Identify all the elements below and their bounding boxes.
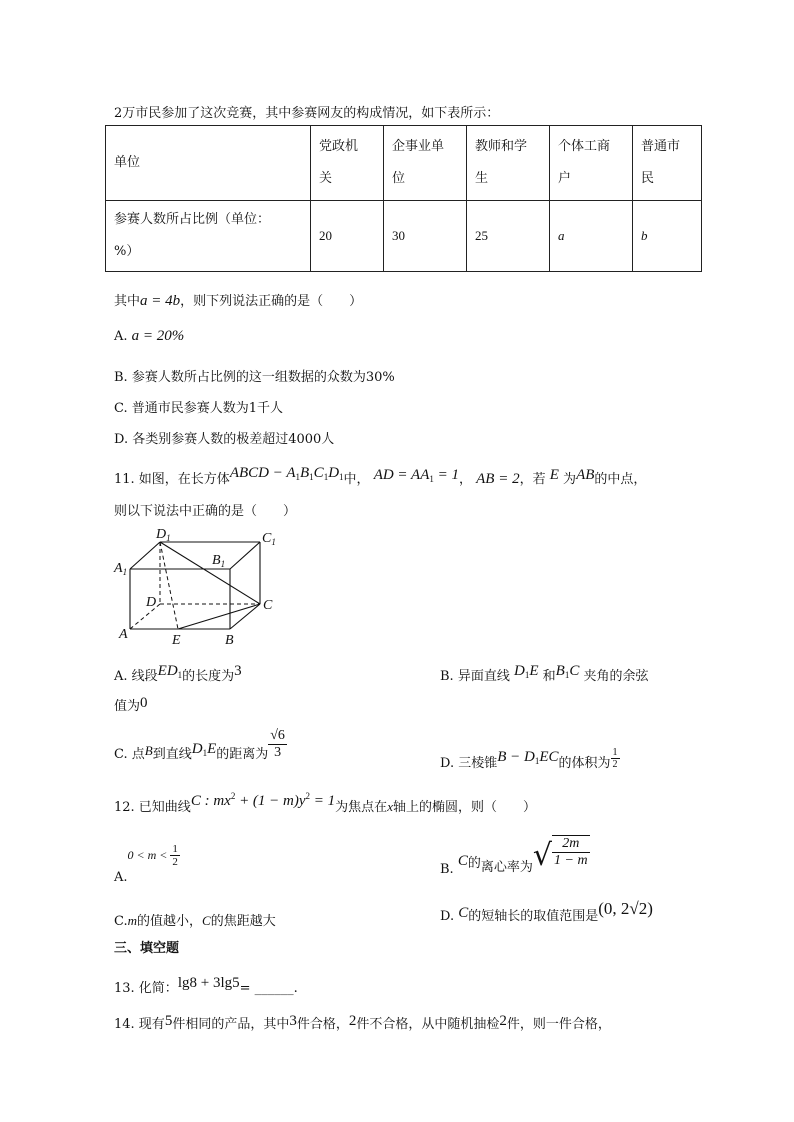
table-cell: 25 — [467, 201, 550, 272]
q14: 14. 现有5件相同的产品，其中3件合格，2件不合格，从中随机抽检2件，则一件合格， — [114, 1013, 611, 1032]
q11-option-a-cont: 值为0 — [114, 695, 148, 714]
intro-text: 2万市民参加了这次竞赛，其中参赛网友的构成情况，如下表所示： — [114, 106, 500, 121]
label-c: C — [263, 598, 273, 613]
q12-option-b: B. C的离心率为√ $\frac{2m}{1 - m}$ — [440, 835, 588, 877]
table-header-cell: 党政机 关 — [311, 126, 384, 201]
table-cell: b — [633, 201, 702, 272]
edge-bc — [230, 604, 260, 629]
edge-a1d1 — [130, 542, 160, 569]
label-d: D — [146, 595, 157, 610]
segment-d1e — [160, 542, 178, 629]
label-e: E — [172, 633, 181, 648]
q10-option-b: B. 参赛人数所占比例的这一组数据的众数为30% — [114, 370, 395, 385]
q10-option-c: C. 普通市民参赛人数为1千人 — [114, 401, 284, 416]
q10-option-d: D. 各类别参赛人数的极差超过4000人 — [114, 432, 335, 447]
table-cell: 30 — [384, 201, 467, 272]
label-c1: $C_1$ — [262, 531, 276, 547]
table-header-row — [106, 126, 702, 201]
cuboid-figure — [110, 522, 290, 648]
label-b1: $B_1$ — [212, 553, 226, 569]
segment-ec — [178, 604, 260, 629]
table-header-cell: 个体工商 户 — [550, 126, 633, 201]
q13: 13. 化简：lg8 + 3lg5= ______. — [114, 975, 298, 996]
q12-stem: 12. 已知曲线C : $mx^2 + (1 - m)y^2 = 1$为焦点在x轴上的椭圆，则（ ） — [114, 791, 536, 815]
table-header-cell: 单位 — [106, 126, 311, 201]
label-a: A — [119, 627, 128, 642]
q11-option-b: B. 异面直线 $D_1E$ 和$B_1C$ 夹角的余弦 — [440, 663, 649, 684]
table-cell: 20 — [311, 201, 384, 272]
table-row-label: 参赛人数所占比例（单位： %） — [106, 201, 311, 272]
participant-table — [105, 125, 702, 272]
table-header-cell: 企事业单 位 — [384, 126, 467, 201]
q11-stem: 11. 如图，在长方体ABCD − $A_1B_1C_1D_1$中， AD = $AA_1 = 1$， AB = 2，若 E 为AB的中点， — [114, 465, 647, 487]
label-d1: $D_1$ — [156, 527, 171, 543]
q11-option-a: A. 线段$ED_1$的长度为3 — [114, 663, 242, 684]
q10-option-a: A. a = 20% — [114, 328, 185, 344]
table-header-cell: 教师和学 生 — [467, 126, 550, 201]
table-header-cell: 普通市 民 — [633, 126, 702, 201]
q12-option-c: C.m的值越小，C的焦距越大 — [114, 913, 276, 929]
q10-stem: 其中a = 4b，则下列说法正确的是（ ） — [114, 293, 363, 309]
segment-d1c — [160, 542, 260, 604]
table-cell: a — [550, 201, 633, 272]
label-b: B — [225, 633, 234, 648]
label-a1: $A_1$ — [114, 561, 128, 577]
edge-b1c1 — [230, 542, 260, 569]
q11-option-c: C. 点B到直线$D_1E$的距离为 $\frac{√6}{3}$ — [114, 728, 285, 762]
section-heading: 三、填空题 — [114, 941, 180, 956]
q12-option-d: D. C的短轴长的取值范围是(0, 2√2) — [440, 899, 653, 924]
table-data-row — [106, 201, 702, 272]
q11-stem-line2: 则以下说法中正确的是（ ） — [114, 504, 297, 519]
q12-option-a: A.0 < m < $\frac{1}{2}$ — [114, 843, 178, 885]
q11-option-d: D. 三棱锥$B - D_1EC$的体积为 $\frac{1}{2}$ — [440, 747, 618, 771]
